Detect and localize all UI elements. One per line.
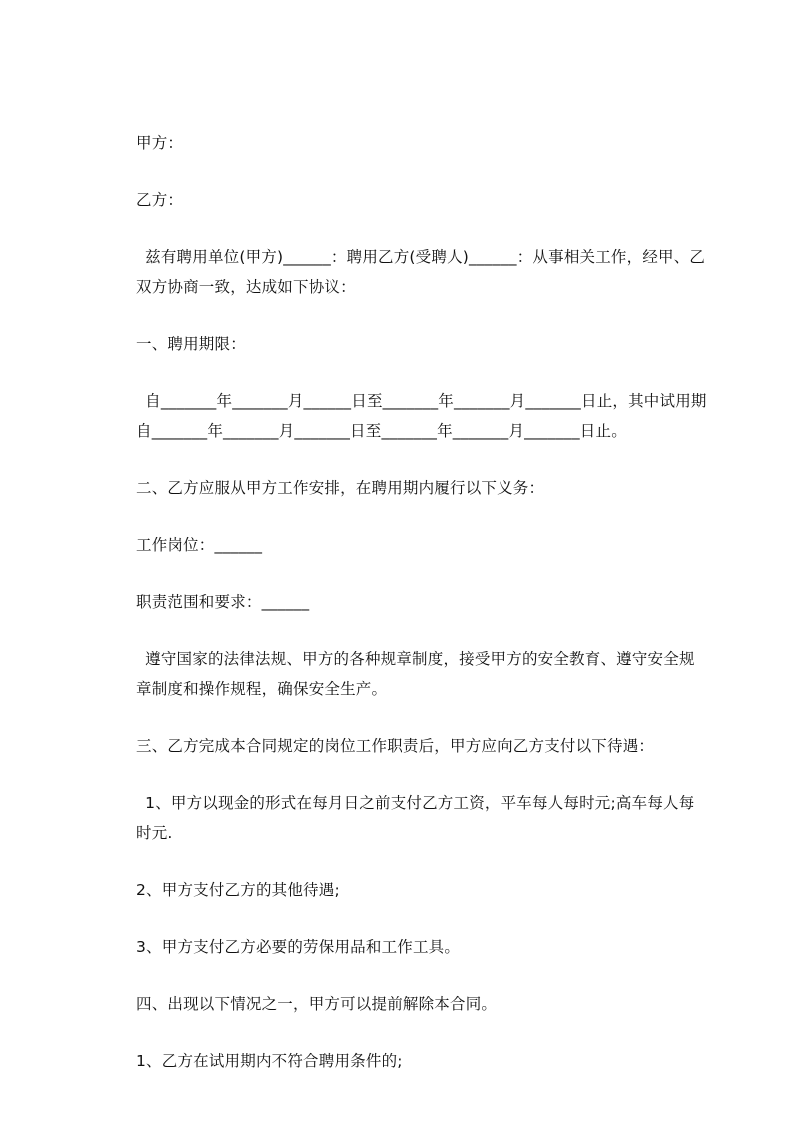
duties-line: 职责范围和要求：______ — [136, 593, 310, 611]
party-a-line: 甲方： — [136, 134, 184, 152]
salary-item-1: 1、甲方以现金的形式在每月日之前支付乙方工资，平车每人每时元;高车每人每时元. — [136, 794, 695, 842]
section-4-heading: 四、出现以下情况之一，甲方可以提前解除本合同。 — [136, 995, 498, 1013]
compliance-paragraph: 遵守国家的法律法规、甲方的各种规章制度，接受甲方的安全教育、遵守安全规章制度和操作规程，确保安全生产。 — [136, 650, 695, 698]
salary-item-2: 2、甲方支付乙方的其他待遇; — [136, 881, 340, 899]
salary-item-3: 3、甲方支付乙方必要的劳保用品和工作工具。 — [136, 938, 461, 956]
section-3-heading: 三、乙方完成本合同规定的岗位工作职责后，甲方应向乙方支付以下待遇： — [136, 737, 655, 755]
termination-item-1: 1、乙方在试用期内不符合聘用条件的; — [136, 1052, 403, 1070]
term-paragraph: 自_______年_______月______日至_______年_______月_______日止，其中试用期自_______年_______月_______日至_______年_______月_______日止。 — [136, 392, 707, 440]
job-position-line: 工作岗位：______ — [136, 536, 263, 554]
intro-paragraph: 兹有聘用单位(甲方)______：聘用乙方(受聘人)______：从事相关工作，经甲、乙双方协商一致，达成如下协议： — [136, 248, 706, 296]
section-1-heading: 一、聘用期限： — [136, 335, 246, 353]
section-2-heading: 二、乙方应服从甲方工作安排，在聘用期内履行以下义务： — [136, 479, 545, 497]
party-b-line: 乙方： — [136, 191, 184, 209]
